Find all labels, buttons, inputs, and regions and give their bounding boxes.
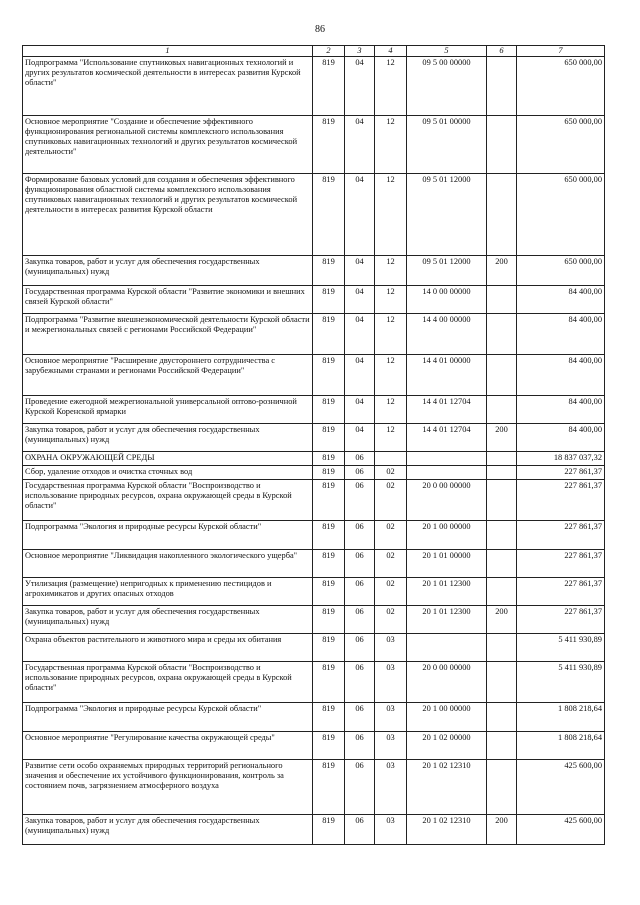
row-name: Основное мероприятие "Ликвидация накопленного экологического ущерба": [23, 549, 313, 577]
row-gr: 819: [313, 479, 345, 520]
row-pr: [375, 451, 407, 465]
row-gr: 819: [313, 702, 345, 731]
row-pr: 02: [375, 605, 407, 633]
row-gr: 819: [313, 423, 345, 451]
row-name: Основное мероприятие "Расширение двустороннего сотрудничества с зарубежными странами и регионами Российской Федерации": [23, 354, 313, 395]
row-pr: 03: [375, 661, 407, 702]
row-csr: 20 1 01 12300: [407, 605, 487, 633]
row-rz: 04: [345, 115, 375, 173]
row-vr: [487, 354, 517, 395]
row-gr: 819: [313, 56, 345, 115]
row-vr: 200: [487, 605, 517, 633]
table-row: [23, 354, 605, 395]
row-csr: 09 5 01 12000: [407, 173, 487, 255]
row-pr: 12: [375, 313, 407, 354]
row-pr: 03: [375, 759, 407, 814]
row-vr: [487, 661, 517, 702]
row-csr: 20 1 02 12310: [407, 759, 487, 814]
row-rz: 04: [345, 423, 375, 451]
row-name: Государственная программа Курской области "Воспроизводство и использование природных ресурсов, охрана окружающей среды в Курской области": [23, 479, 313, 520]
row-sum: 227 861,37: [517, 605, 605, 633]
row-gr: 819: [313, 549, 345, 577]
row-sum: 227 861,37: [517, 577, 605, 605]
row-sum: 5 411 930,89: [517, 633, 605, 661]
row-pr: 12: [375, 173, 407, 255]
row-sum: 5 411 930,89: [517, 661, 605, 702]
table-row: [23, 633, 605, 661]
row-vr: 200: [487, 255, 517, 285]
row-gr: 819: [313, 465, 345, 479]
row-csr: 20 0 00 00000: [407, 661, 487, 702]
row-name: Закупка товаров, работ и услуг для обеспечения государственных (муниципальных) нужд: [23, 814, 313, 844]
row-pr: 03: [375, 702, 407, 731]
row-pr: 03: [375, 731, 407, 759]
row-rz: 06: [345, 759, 375, 814]
row-name: Закупка товаров, работ и услуг для обеспечения государственных (муниципальных) нужд: [23, 423, 313, 451]
row-vr: [487, 451, 517, 465]
row-rz: 04: [345, 255, 375, 285]
row-sum: 227 861,37: [517, 520, 605, 549]
row-name: Формирование базовых условий для создания и обеспечения эффективного функционирования областной системы комплексного использования спутниковых навигационных технологий и других результатов космической деятельности в интересах развития Курской области: [23, 173, 313, 255]
row-csr: [407, 633, 487, 661]
row-vr: [487, 465, 517, 479]
column-header: 6: [487, 46, 517, 57]
row-name: Закупка товаров, работ и услуг для обеспечения государственных (муниципальных) нужд: [23, 255, 313, 285]
row-vr: [487, 520, 517, 549]
row-pr: 12: [375, 395, 407, 423]
row-pr: 02: [375, 479, 407, 520]
row-name: Подпрограмма "Экология и природные ресурсы Курской области": [23, 702, 313, 731]
row-vr: [487, 577, 517, 605]
row-rz: 06: [345, 451, 375, 465]
row-gr: 819: [313, 255, 345, 285]
row-rz: 06: [345, 605, 375, 633]
row-rz: 06: [345, 633, 375, 661]
row-sum: 650 000,00: [517, 255, 605, 285]
row-name: Развитие сети особо охраняемых природных территорий регионального значения и обеспечение их устойчивого функционирования, контроль за состоянием почв, загрязнением атмосферного воздуха: [23, 759, 313, 814]
row-name: Утилизация (размещение) непригодных к применению пестицидов и агрохимикатов и других опасных отходов: [23, 577, 313, 605]
row-gr: 819: [313, 577, 345, 605]
row-vr: 200: [487, 814, 517, 844]
row-name: Государственная программа Курской области "Развитие экономики и внешних связей Курской области": [23, 285, 313, 313]
row-csr: 20 1 02 12310: [407, 814, 487, 844]
row-name: Основное мероприятие "Создание и обеспечение эффективного функционирования региональной системы комплексного использования спутниковых навигационных технологий и других результатов космической деятельности": [23, 115, 313, 173]
row-vr: [487, 759, 517, 814]
row-gr: 819: [313, 731, 345, 759]
row-rz: 04: [345, 285, 375, 313]
row-rz: 06: [345, 661, 375, 702]
table-row: [23, 814, 605, 844]
table-row: [23, 451, 605, 465]
row-name: Подпрограмма "Использование спутниковых навигационных технологий и других результатов космической деятельности в интересах развития Курской области": [23, 56, 313, 115]
table-row: [23, 313, 605, 354]
table-row: [23, 115, 605, 173]
table-row: [23, 605, 605, 633]
row-csr: 20 1 00 00000: [407, 702, 487, 731]
row-gr: 819: [313, 661, 345, 702]
row-name: Подпрограмма "Экология и природные ресурсы Курской области": [23, 520, 313, 549]
table-row: [23, 465, 605, 479]
row-name: Сбор, удаление отходов и очистка сточных вод: [23, 465, 313, 479]
table-row: [23, 423, 605, 451]
row-pr: 12: [375, 285, 407, 313]
table-row: [23, 702, 605, 731]
row-sum: 425 600,00: [517, 759, 605, 814]
row-csr: 14 4 01 00000: [407, 354, 487, 395]
row-sum: 18 837 037,32: [517, 451, 605, 465]
row-rz: 04: [345, 395, 375, 423]
row-sum: 1 808 218,64: [517, 702, 605, 731]
row-gr: 819: [313, 451, 345, 465]
row-pr: 12: [375, 115, 407, 173]
row-pr: 03: [375, 814, 407, 844]
row-rz: 06: [345, 479, 375, 520]
table-row: [23, 479, 605, 520]
row-csr: 20 1 01 12300: [407, 577, 487, 605]
row-pr: 02: [375, 577, 407, 605]
column-header: 5: [407, 46, 487, 57]
table-row: [23, 661, 605, 702]
row-pr: 12: [375, 354, 407, 395]
row-sum: 84 400,00: [517, 395, 605, 423]
row-name: Основное мероприятие "Регулирование качества окружающей среды": [23, 731, 313, 759]
row-pr: 12: [375, 255, 407, 285]
row-sum: 227 861,37: [517, 549, 605, 577]
row-csr: [407, 451, 487, 465]
table-row: [23, 285, 605, 313]
row-name: Подпрограмма "Развитие внешнеэкономической деятельности Курской области и межрегиональных связей с регионами Российской Федерации": [23, 313, 313, 354]
row-name: Проведение ежегодной межрегиональной универсальной оптово-розничной Курской Коренской ярмарки: [23, 395, 313, 423]
row-sum: 84 400,00: [517, 354, 605, 395]
row-sum: 227 861,37: [517, 479, 605, 520]
column-header: 4: [375, 46, 407, 57]
row-vr: [487, 731, 517, 759]
row-csr: 09 5 00 00000: [407, 56, 487, 115]
table-row: [23, 549, 605, 577]
row-gr: 819: [313, 814, 345, 844]
row-gr: 819: [313, 313, 345, 354]
column-header: 3: [345, 46, 375, 57]
row-gr: 819: [313, 173, 345, 255]
row-csr: 09 5 01 00000: [407, 115, 487, 173]
row-rz: 06: [345, 577, 375, 605]
row-vr: [487, 395, 517, 423]
row-vr: 200: [487, 423, 517, 451]
row-rz: 06: [345, 520, 375, 549]
row-pr: 12: [375, 56, 407, 115]
row-sum: 84 400,00: [517, 285, 605, 313]
column-header: 1: [23, 46, 313, 57]
table-row: [23, 56, 605, 115]
row-csr: 09 5 01 12000: [407, 255, 487, 285]
row-csr: 20 1 01 00000: [407, 549, 487, 577]
row-vr: [487, 115, 517, 173]
row-sum: 425 600,00: [517, 814, 605, 844]
row-rz: 04: [345, 354, 375, 395]
row-csr: 20 0 00 00000: [407, 479, 487, 520]
row-vr: [487, 549, 517, 577]
column-number-row: [23, 46, 605, 57]
row-gr: 819: [313, 520, 345, 549]
row-csr: [407, 465, 487, 479]
row-name: Закупка товаров, работ и услуг для обеспечения государственных (муниципальных) нужд: [23, 605, 313, 633]
row-csr: 20 1 00 00000: [407, 520, 487, 549]
row-pr: 02: [375, 549, 407, 577]
row-rz: 06: [345, 549, 375, 577]
row-gr: 819: [313, 285, 345, 313]
row-sum: 650 000,00: [517, 173, 605, 255]
row-sum: 650 000,00: [517, 115, 605, 173]
row-rz: 06: [345, 702, 375, 731]
row-csr: 14 4 01 12704: [407, 423, 487, 451]
column-header: 2: [313, 46, 345, 57]
table-row: [23, 520, 605, 549]
table-row: [23, 255, 605, 285]
row-gr: 819: [313, 395, 345, 423]
table-row: [23, 759, 605, 814]
row-rz: 06: [345, 465, 375, 479]
budget-table: [22, 45, 605, 845]
row-sum: 84 400,00: [517, 313, 605, 354]
row-csr: 14 4 00 00000: [407, 313, 487, 354]
row-csr: 14 0 00 00000: [407, 285, 487, 313]
table-row: [23, 395, 605, 423]
row-pr: 02: [375, 465, 407, 479]
table-row: [23, 731, 605, 759]
row-sum: 227 861,37: [517, 465, 605, 479]
row-sum: 650 000,00: [517, 56, 605, 115]
row-vr: [487, 479, 517, 520]
row-pr: 02: [375, 520, 407, 549]
row-sum: 84 400,00: [517, 423, 605, 451]
row-rz: 04: [345, 313, 375, 354]
row-csr: 20 1 02 00000: [407, 731, 487, 759]
row-vr: [487, 56, 517, 115]
row-vr: [487, 173, 517, 255]
row-gr: 819: [313, 605, 345, 633]
row-gr: 819: [313, 354, 345, 395]
row-pr: 03: [375, 633, 407, 661]
row-gr: 819: [313, 115, 345, 173]
row-rz: 06: [345, 731, 375, 759]
row-vr: [487, 633, 517, 661]
page-number: 86: [315, 24, 325, 35]
column-header: 7: [517, 46, 605, 57]
row-rz: 04: [345, 173, 375, 255]
row-vr: [487, 285, 517, 313]
row-rz: 06: [345, 814, 375, 844]
row-vr: [487, 313, 517, 354]
row-gr: 819: [313, 633, 345, 661]
row-vr: [487, 702, 517, 731]
row-sum: 1 808 218,64: [517, 731, 605, 759]
row-name: Охрана объектов растительного и животного мира и среды их обитания: [23, 633, 313, 661]
table-row: [23, 577, 605, 605]
row-gr: 819: [313, 759, 345, 814]
row-name: ОХРАНА ОКРУЖАЮЩЕЙ СРЕДЫ: [23, 451, 313, 465]
row-csr: 14 4 01 12704: [407, 395, 487, 423]
row-name: Государственная программа Курской области "Воспроизводство и использование природных ресурсов, охрана окружающей среды в Курской области": [23, 661, 313, 702]
row-rz: 04: [345, 56, 375, 115]
row-pr: 12: [375, 423, 407, 451]
table-row: [23, 173, 605, 255]
